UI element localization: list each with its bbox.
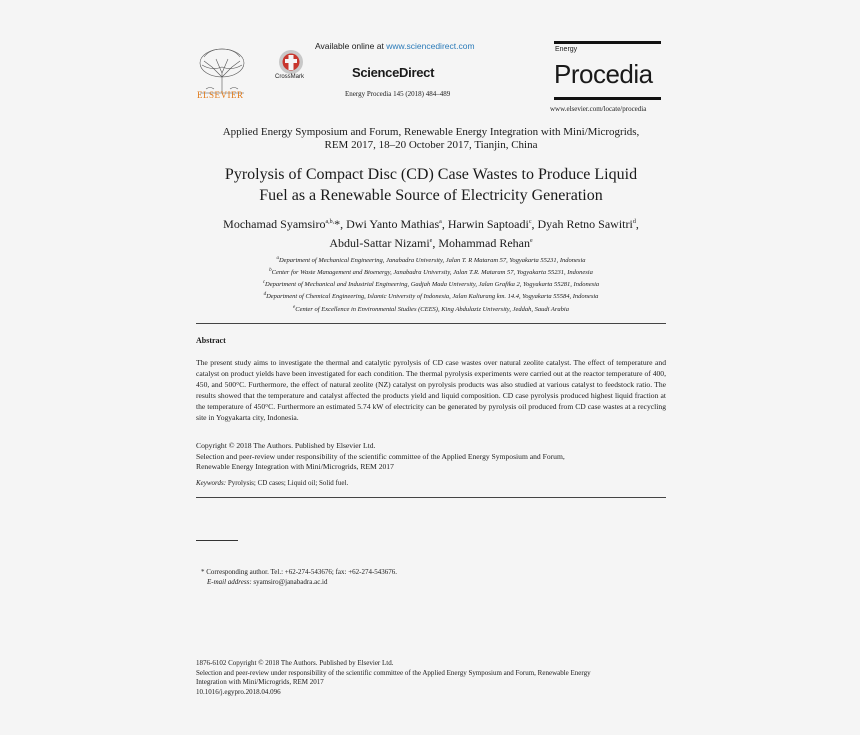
issn-copyright-footer bbox=[196, 659, 666, 697]
affiliation-item bbox=[196, 290, 666, 302]
keywords-label: Keywords: bbox=[196, 479, 227, 487]
authors-line-2 bbox=[196, 233, 666, 252]
author-name: , Dwi Yanto Mathias bbox=[340, 217, 440, 231]
conference-line-2: REM 2017, 18–20 October 2017, Tianjin, China bbox=[324, 139, 538, 151]
logo-rule-top bbox=[554, 41, 661, 44]
title-line-1: Pyrolysis of Compact Disc (CD) Case Wastes to Produce Liquid bbox=[224, 166, 638, 183]
author-name: , Harwin Saptoadi bbox=[441, 217, 529, 231]
author-affil-sup: a bbox=[439, 219, 442, 225]
abstract-heading: Abstract bbox=[196, 336, 226, 345]
abstract-rule-top bbox=[196, 323, 666, 324]
copyright-line: Copyright © 2018 The Authors. Published by Elsevier Ltd. bbox=[196, 441, 376, 450]
affiliation-item bbox=[196, 266, 666, 278]
affiliation-item bbox=[196, 254, 666, 266]
energy-procedia-logo bbox=[554, 41, 661, 101]
author-list bbox=[196, 214, 666, 252]
affiliation-text: Department of Chemical Engineering, Islamic University of Indonesia, Jalan Kaliurang km. 14.4, Yogyakarta 55584, Indonesia bbox=[266, 293, 599, 301]
affiliation-sup: d bbox=[263, 292, 267, 298]
affiliation-sup: e bbox=[293, 304, 296, 310]
authors-line-1 bbox=[196, 214, 666, 233]
paper-title bbox=[196, 164, 666, 206]
author-name: , Mohammad Rehan bbox=[432, 236, 530, 250]
keywords bbox=[196, 479, 348, 487]
logo-rule-bottom bbox=[554, 97, 661, 100]
conference-info bbox=[196, 126, 666, 152]
procedia-wordmark: Procedia bbox=[554, 59, 653, 89]
available-online-text bbox=[315, 41, 475, 51]
author-affil-sup: e bbox=[429, 238, 433, 244]
peer-review-line: Renewable Energy Integration with Mini/Microgrids, REM 2017 bbox=[196, 462, 394, 471]
affiliation-sup: c bbox=[262, 280, 266, 286]
corresponding-author-note: * Corresponding author. Tel.: +62-274-543676; fax: +62-274-543676. bbox=[201, 568, 398, 576]
procedia-energy-label: Energy bbox=[555, 46, 578, 53]
affiliation-text: Department of Mechanical and Industrial Engineering, Gadjah Mada University, Jalan Grafika 2, Yogyakarta 55281, Indonesia bbox=[265, 281, 600, 289]
affiliation-item bbox=[196, 278, 666, 290]
affiliation-list bbox=[196, 254, 666, 315]
sciencedirect-link[interactable]: www.sciencedirect.com bbox=[386, 41, 475, 51]
email-note bbox=[207, 578, 328, 586]
abstract-rule-bottom bbox=[196, 497, 666, 498]
author-affil-sup: c bbox=[528, 219, 532, 225]
author-name: Abdul-Sattar Nizami bbox=[329, 236, 430, 250]
conference-line-1: Applied Energy Symposium and Forum, Renewable Energy Integration with Mini/Microgrids, bbox=[222, 126, 640, 138]
affiliation-sup: b bbox=[269, 268, 272, 274]
available-prefix: Available online at bbox=[315, 41, 387, 51]
keywords-list: Pyrolysis; CD cases; Liquid oil; Solid fuel. bbox=[226, 479, 349, 487]
crossmark-label: CrossMark bbox=[275, 74, 305, 80]
title-line-2: Fuel as a Renewable Source of Electricity Generation bbox=[259, 187, 603, 204]
corresponding-star: * bbox=[334, 217, 341, 231]
author-name: , Dyah Retno Sawitri bbox=[531, 217, 633, 231]
affiliation-text: Center for Waste Management and Bioenergy, Janabadra University, Jalan T.R. Mataram 57, Yogyakarta 55231, Indonesia bbox=[271, 269, 593, 277]
footer-line: Selection and peer-review under responsibility of the scientific committee of the Applied Energy Symposium and Forum, Renewable Energy bbox=[196, 668, 591, 677]
author-affil-sup: a,b, bbox=[325, 219, 335, 225]
email-label: E-mail address: bbox=[207, 578, 252, 586]
copyright-block bbox=[196, 441, 666, 473]
author-affil-sup: d bbox=[632, 219, 636, 225]
affiliation-text: Department of Mechanical Engineering, Janabadra University, Jalan T. R Mataram 57, Yogyakarta 55231, Indonesia bbox=[278, 257, 586, 265]
affiliation-text: Center of Excellence in Environmental Studies (CEES), King Abdulaziz University, Jeddah, Saudi Arabia bbox=[295, 305, 569, 313]
journal-citation: Energy Procedia 145 (2018) 484–489 bbox=[345, 90, 451, 98]
footer-line: 1876-6102 Copyright © 2018 The Authors. Published by Elsevier Ltd. bbox=[196, 659, 394, 667]
footnote-rule bbox=[196, 540, 238, 541]
sciencedirect-logo: ScienceDirect bbox=[352, 65, 435, 80]
abstract-body: The present study aims to investigate the thermal and catalytic pyrolysis of CD case wastes over natural zeolite catalyst. The effect of temperature and catalyst on product yields have been investigated for each condition. The thermal pyrolysis experiments were carried out at the reactor temperature of 400, 450, and 500°C. Furthermore, the effect of natural zeolite (NZ) catalyst on pyrolysis products was also studied at various catalyst to feedstock ratio. The results showed that the temperature and catalyst affected the products yield and liquid composition. CD case pyrolysis produced highest liquid fraction at the temperature of 450°C. Furthermore an estimated 5.74 kW of electricity can be generated by pyrolysis oil produced from CD case wastes at a recycling site in Yogyakarta city, Indonesia. bbox=[196, 358, 666, 422]
elsevier-wordmark: ELSEVIER bbox=[197, 90, 244, 100]
author-name: Mochamad Syamsiro bbox=[223, 217, 326, 231]
email-address[interactable]: syamsiro@janabadra.ac.id bbox=[251, 578, 328, 586]
footer-line: Integration with Mini/Microgrids, REM 2017 bbox=[196, 678, 324, 686]
elsevier-locate-link[interactable]: www.elsevier.com/locate/procedia bbox=[550, 105, 647, 113]
affiliation-sup: a bbox=[276, 256, 279, 261]
author-affil-sup: e bbox=[529, 238, 533, 244]
author-comma: , bbox=[635, 217, 639, 231]
affiliation-item bbox=[196, 303, 666, 315]
doi-link[interactable]: 10.1016/j.egypro.2018.04.096 bbox=[196, 687, 281, 696]
peer-review-line: Selection and peer-review under responsibility of the scientific committee of the Applied Energy Symposium and Forum, bbox=[196, 451, 565, 461]
